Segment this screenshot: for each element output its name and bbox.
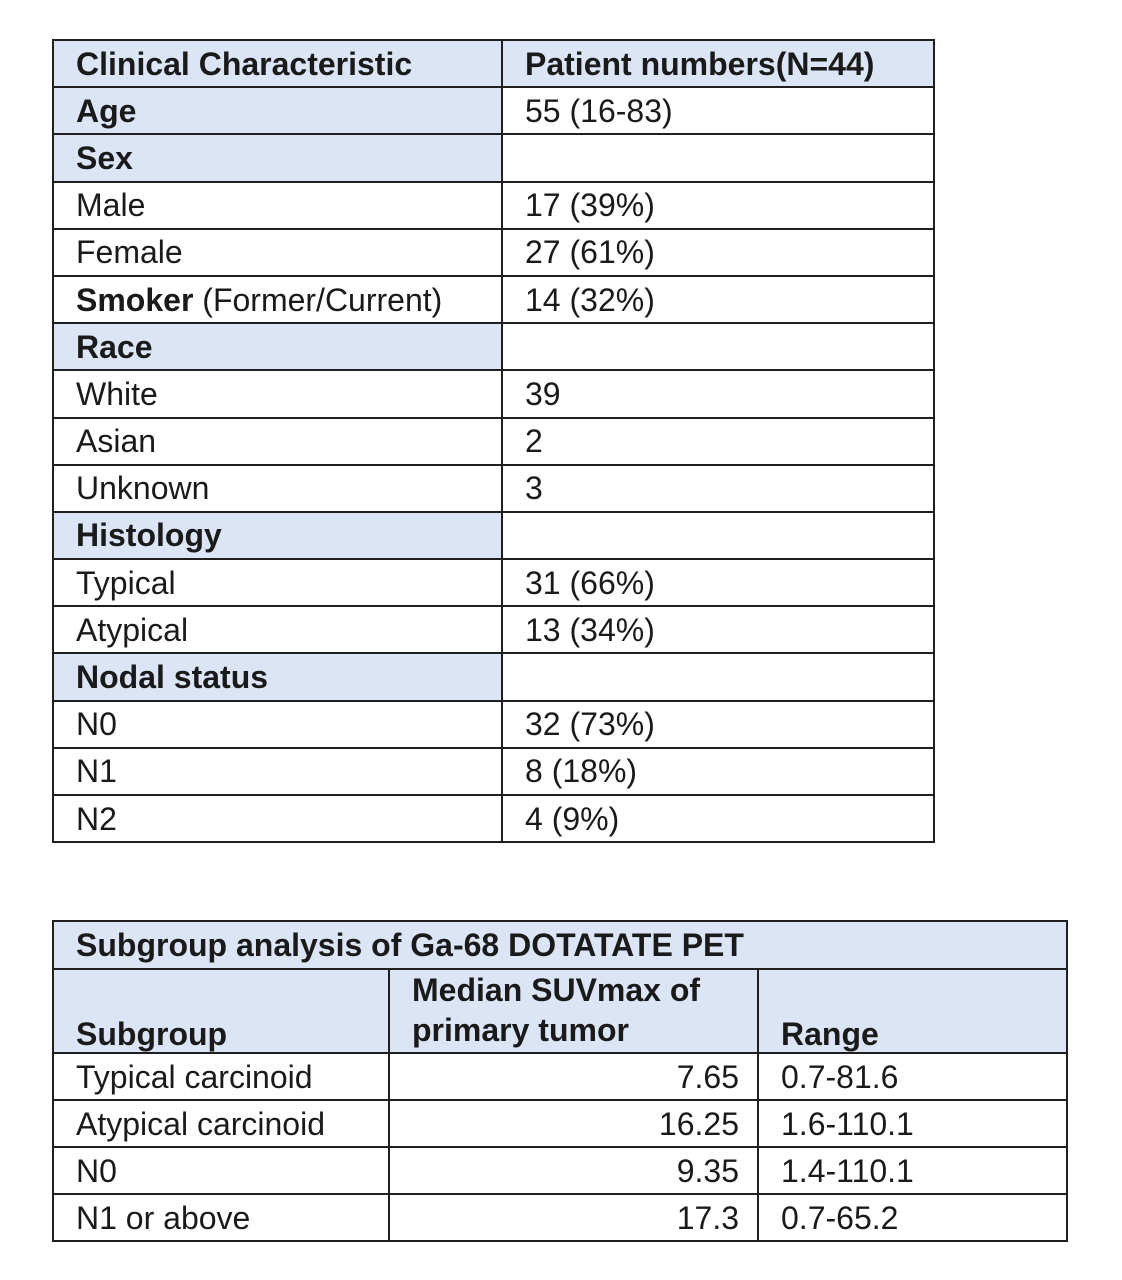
table-row — [53, 653, 934, 700]
row-label: N0 — [53, 701, 502, 748]
median-value: 16.25 — [389, 1100, 758, 1147]
subgroup-label: N0 — [53, 1147, 389, 1194]
cell-value: 8 (18%) — [502, 748, 934, 795]
subgroup-label: N1 or above — [53, 1194, 389, 1241]
row-label: N1 — [53, 748, 502, 795]
table-title: Subgroup analysis of Ga-68 DOTATATE PET — [53, 921, 1067, 969]
table-row — [53, 134, 934, 181]
row-label: Unknown — [53, 465, 502, 512]
cell-value: 31 (66%) — [502, 559, 934, 606]
subgroup-label: Typical carcinoid — [53, 1053, 389, 1100]
category-label: Age — [53, 87, 502, 134]
cell-value — [502, 323, 934, 370]
table-row — [53, 87, 934, 134]
clinical-characteristics-table — [52, 39, 935, 843]
median-value: 7.65 — [389, 1053, 758, 1100]
table-row — [53, 276, 934, 323]
column-header-range: Range — [758, 969, 1067, 1053]
category-label: Nodal status — [53, 653, 502, 700]
table-header-row — [53, 969, 1067, 1053]
column-header-median-suvmax: Median SUVmax of primary tumor — [389, 969, 758, 1053]
table-row — [53, 370, 934, 417]
table-row — [53, 701, 934, 748]
subgroup-label: Atypical carcinoid — [53, 1100, 389, 1147]
column-header-patient-numbers: Patient numbers(N=44) — [502, 40, 934, 87]
cell-value: 2 — [502, 418, 934, 465]
category-label: Histology — [53, 512, 502, 559]
cell-value: 14 (32%) — [502, 276, 934, 323]
subgroup-analysis-table — [52, 920, 1068, 1242]
row-label: Asian — [53, 418, 502, 465]
table-row — [53, 418, 934, 465]
range-value: 1.6-110.1 — [758, 1100, 1067, 1147]
table-row — [53, 229, 934, 276]
label-qualifier: (Former/Current) — [193, 281, 443, 318]
row-label-smoker — [53, 276, 502, 323]
table-row — [53, 795, 934, 842]
cell-value: 3 — [502, 465, 934, 512]
median-value: 9.35 — [389, 1147, 758, 1194]
cell-value: 17 (39%) — [502, 182, 934, 229]
range-value: 1.4-110.1 — [758, 1147, 1067, 1194]
cell-value: 27 (61%) — [502, 229, 934, 276]
cell-value: 32 (73%) — [502, 701, 934, 748]
row-label: White — [53, 370, 502, 417]
table-row — [53, 748, 934, 795]
table-title-row — [53, 921, 1067, 969]
row-label: Typical — [53, 559, 502, 606]
row-label: Atypical — [53, 606, 502, 653]
cell-value: 55 (16-83) — [502, 87, 934, 134]
category-label: Smoker — [76, 281, 194, 318]
cell-value — [502, 134, 934, 181]
row-label: Female — [53, 229, 502, 276]
table-row — [53, 465, 934, 512]
cell-value: 13 (34%) — [502, 606, 934, 653]
table-row — [53, 559, 934, 606]
table-row — [53, 512, 934, 559]
range-value: 0.7-65.2 — [758, 1194, 1067, 1241]
table-header-row — [53, 40, 934, 87]
table-row — [53, 1053, 1067, 1100]
table-row — [53, 606, 934, 653]
cell-value: 4 (9%) — [502, 795, 934, 842]
row-label: N2 — [53, 795, 502, 842]
cell-value: 39 — [502, 370, 934, 417]
table-row — [53, 182, 934, 229]
cell-value — [502, 653, 934, 700]
cell-value — [502, 512, 934, 559]
range-value: 0.7-81.6 — [758, 1053, 1067, 1100]
table-row — [53, 1194, 1067, 1241]
table-row — [53, 1100, 1067, 1147]
median-value: 17.3 — [389, 1194, 758, 1241]
table-row — [53, 323, 934, 370]
column-header-characteristic: Clinical Characteristic — [53, 40, 502, 87]
column-header-subgroup: Subgroup — [53, 969, 389, 1053]
table-row — [53, 1147, 1067, 1194]
category-label: Sex — [53, 134, 502, 181]
category-label: Race — [53, 323, 502, 370]
row-label: Male — [53, 182, 502, 229]
